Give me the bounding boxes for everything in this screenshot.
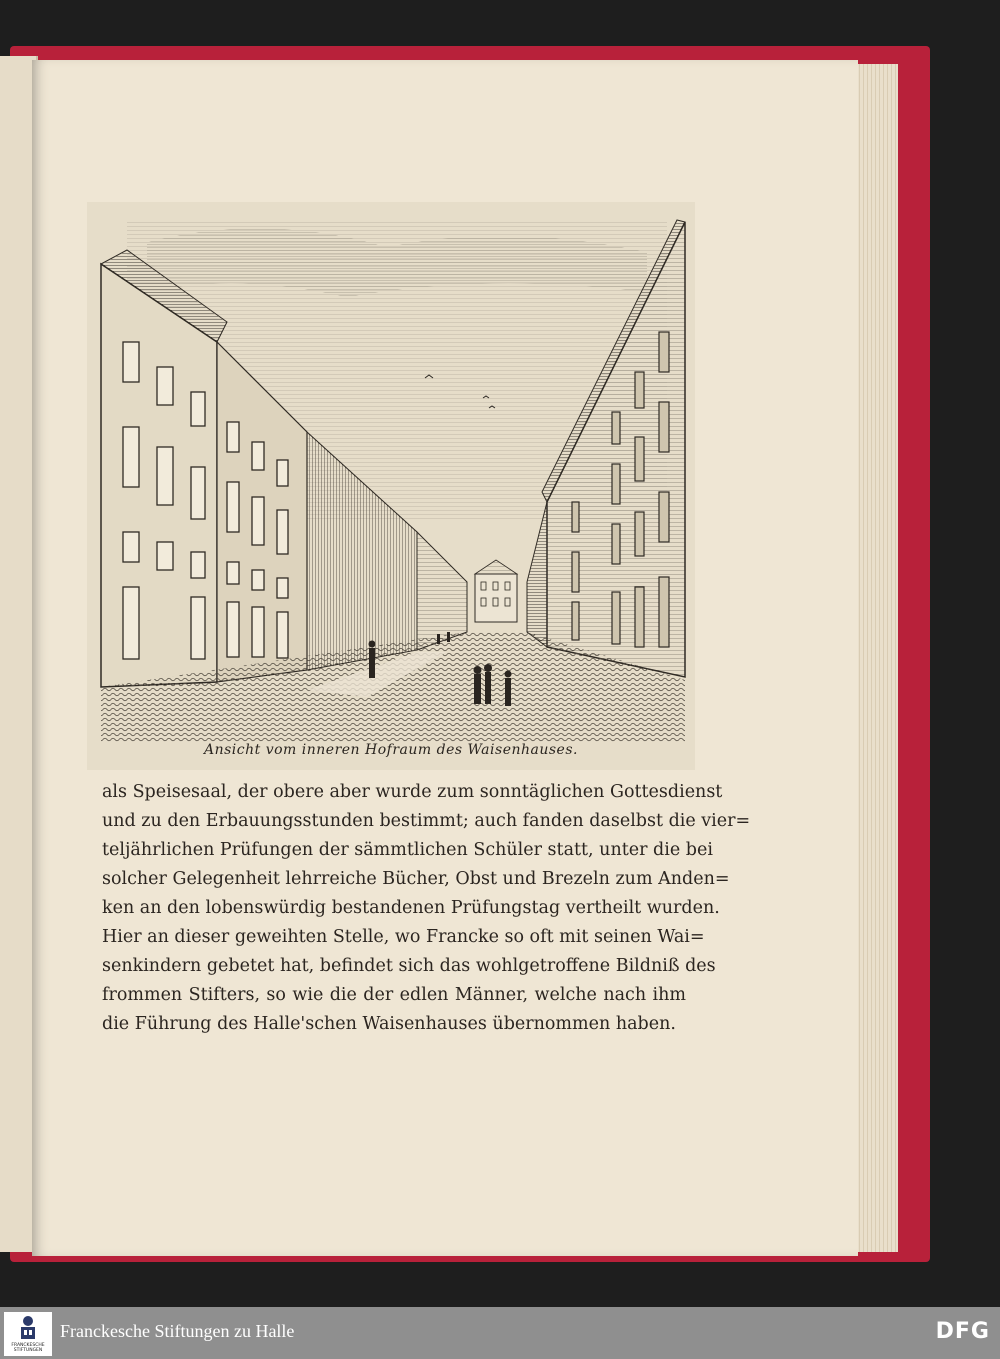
- logo-text: FRANCKESCHE STIFTUNGEN: [11, 1343, 45, 1353]
- courtyard-engraving: [87, 202, 695, 742]
- text-line: und zu den Erbauungsstunden bestimmt; auch fanden daselbst die vier=: [102, 811, 751, 831]
- text-line: solcher Gelegenheit lehrreiche Bücher, Obst und Brezeln zum Anden=: [102, 869, 730, 889]
- dfg-logo[interactable]: DFG: [935, 1319, 990, 1344]
- text-line: senkindern gebetet hat, befindet sich das wohlgetroffene Bildniß des: [102, 956, 716, 976]
- figure-caption: Ansicht vom inneren Hofraum des Waisenhauses.: [204, 742, 578, 758]
- text-line: frommen Stifters, so wie die der edlen Männer, welche nach ihm: [102, 985, 686, 1005]
- engraving-illustration: [87, 202, 695, 770]
- text-line: Hier an dieser geweihten Stelle, wo Francke so oft mit seinen Wai=: [102, 927, 705, 947]
- page-edges: [852, 64, 898, 1252]
- text-line: ken an den lobenswürdig bestandenen Prüfungstag vertheilt wurden.: [102, 898, 720, 918]
- text-line: die Führung des Halle'schen Waisenhauses übernommen haben.: [102, 1014, 676, 1034]
- text-line: als Speisesaal, der obere aber wurde zum sonntäglichen Gottesdienst: [102, 782, 723, 802]
- footer-bar: [0, 1307, 1000, 1359]
- text-line: teljährlichen Prüfungen der sämmtlichen Schüler statt, unter die bei: [102, 840, 713, 860]
- institution-seal-icon: [4, 1312, 52, 1346]
- franckesche-logo[interactable]: [4, 1312, 52, 1356]
- footer-title[interactable]: Franckesche Stiftungen zu Halle: [60, 1321, 295, 1341]
- body-paragraph: [102, 778, 751, 1039]
